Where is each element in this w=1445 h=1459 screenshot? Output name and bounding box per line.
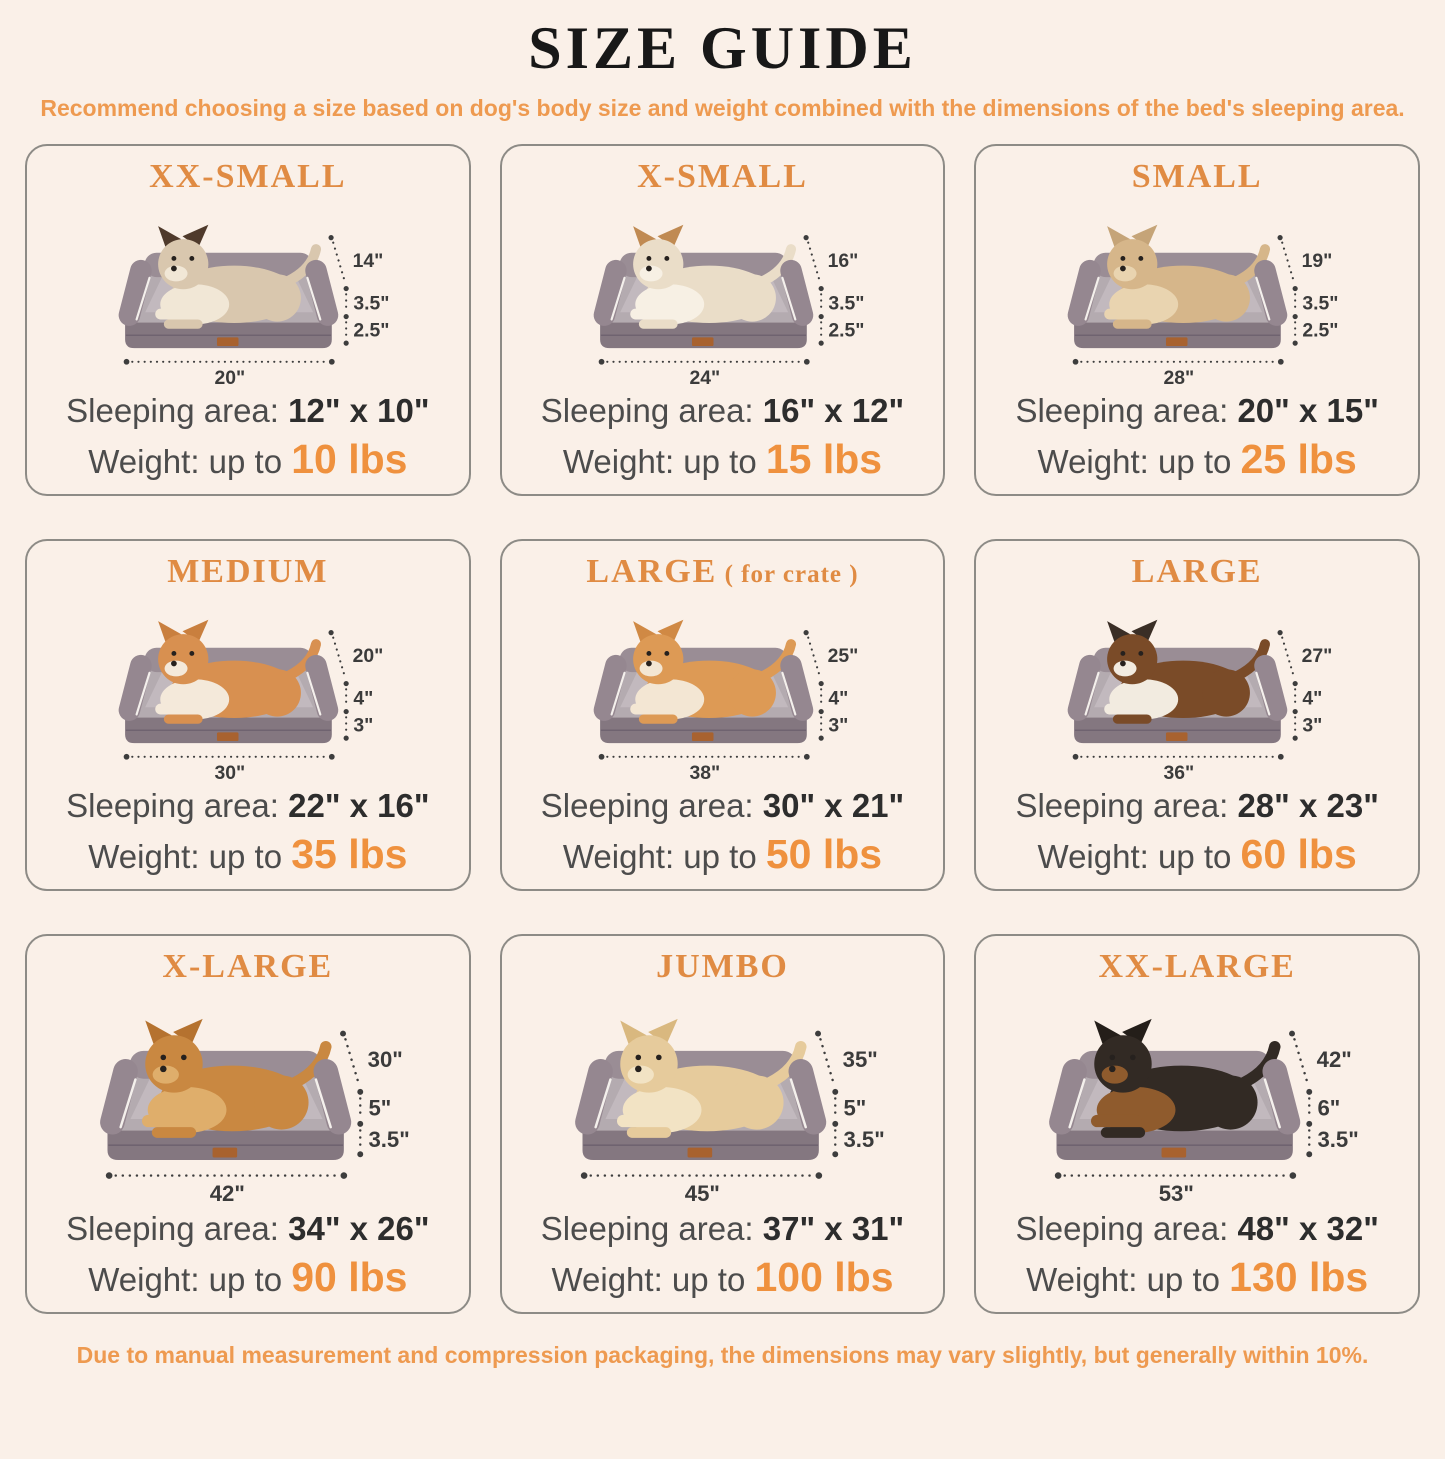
weight-value: 90 lbs (291, 1253, 408, 1300)
size-name: LARGE (1131, 553, 1263, 590)
sleeping-area-value: 37" x 31" (762, 1210, 905, 1248)
sleeping-area-line (1015, 1209, 1378, 1249)
width-dimension-label: 24" (689, 367, 720, 390)
weight-line (1038, 435, 1357, 484)
bolster-height-dimension-label: 4" (1302, 687, 1323, 710)
annotated-bed-diagram (33, 196, 463, 391)
sleeping-area-line (1015, 786, 1378, 826)
bed-figure (33, 196, 463, 391)
size-card-title (149, 158, 346, 196)
weight-line (88, 830, 407, 879)
size-name: X-LARGE (162, 948, 334, 985)
size-card (25, 934, 471, 1314)
weight-line (563, 435, 882, 484)
weight-value: 25 lbs (1240, 435, 1357, 482)
width-dimension-label: 38" (689, 762, 720, 785)
dog-illustration (630, 620, 791, 724)
size-name: XX-LARGE (1098, 948, 1296, 985)
page-header (0, 14, 1445, 122)
base-height-dimension-label: 3.5" (368, 1126, 410, 1152)
bed-figure (982, 591, 1412, 786)
bed-figure (982, 196, 1412, 391)
weight-label: Weight: up to (1037, 837, 1232, 875)
annotated-bed-diagram (982, 986, 1412, 1209)
weight-label: Weight: up to (1037, 442, 1232, 480)
bolster-height-dimension-label: 4" (827, 687, 848, 710)
sleeping-area-label: Sleeping area: (1015, 392, 1229, 430)
size-name: MEDIUM (167, 553, 329, 590)
brand-tag (687, 1148, 712, 1158)
height-dimension-label: 35" (842, 1047, 878, 1073)
dog-illustration (1105, 225, 1266, 329)
brand-tag (1166, 337, 1188, 346)
base-height-dimension-label: 3.5" (843, 1126, 885, 1152)
bed-figure (33, 986, 463, 1209)
base-height-dimension-label: 3.5" (1317, 1126, 1360, 1152)
brand-tag (692, 337, 714, 346)
weight-label: Weight: up to (562, 442, 757, 480)
size-card-title (162, 948, 333, 986)
width-dimension-label: 28" (1163, 367, 1195, 390)
dog-illustration (1105, 620, 1266, 724)
sleeping-area-line (66, 1209, 429, 1249)
size-card (25, 539, 471, 891)
weight-label: Weight: up to (88, 442, 283, 480)
base-height-dimension-label: 3" (827, 714, 848, 737)
brand-tag (217, 337, 239, 346)
dog-illustration (1091, 1019, 1275, 1138)
weight-value: 15 lbs (765, 435, 883, 482)
bolster-height-dimension-label: 4" (353, 687, 374, 710)
annotated-bed-diagram (982, 196, 1412, 391)
size-card (500, 144, 946, 496)
bed-figure (508, 986, 938, 1209)
size-card (974, 934, 1420, 1314)
size-card (500, 934, 946, 1314)
sleeping-area-label: Sleeping area: (1015, 787, 1229, 825)
base-height-dimension-label: 3" (1302, 714, 1323, 737)
sleeping-area-value: 16" x 12" (762, 392, 905, 430)
annotated-bed-diagram (33, 986, 463, 1209)
bed-figure (508, 591, 938, 786)
height-dimension-label: 30" (367, 1047, 403, 1073)
size-card-title (586, 553, 858, 591)
base-height-dimension-label: 3" (353, 714, 374, 737)
bolster-height-dimension-label: 5" (843, 1095, 866, 1121)
brand-tag (1162, 1148, 1187, 1158)
sleeping-area-value: 12" x 10" (288, 392, 430, 430)
size-card-title (637, 158, 808, 196)
weight-value: 50 lbs (765, 830, 883, 877)
bolster-height-dimension-label: 5" (368, 1095, 392, 1121)
sleeping-area-label: Sleeping area: (540, 392, 754, 430)
width-dimension-label: 45" (684, 1181, 720, 1207)
width-dimension-label: 53" (1159, 1181, 1195, 1207)
sleeping-area-line (541, 786, 904, 826)
dog-illustration (155, 225, 316, 329)
dog-illustration (142, 1019, 326, 1138)
width-dimension-label: 42" (209, 1181, 245, 1207)
annotated-bed-diagram (508, 591, 938, 786)
sleeping-area-value: 34" x 26" (288, 1210, 430, 1248)
size-name-suffix: ( for crate ) (717, 561, 859, 588)
annotated-bed-diagram (508, 986, 938, 1209)
size-card-title (1132, 158, 1263, 196)
bed-figure (982, 986, 1412, 1209)
sleeping-area-label: Sleeping area: (66, 787, 279, 825)
annotated-bed-diagram (508, 196, 938, 391)
width-dimension-label: 30" (214, 762, 246, 785)
page-subtitle: Recommend choosing a size based on dog's body size and weight combined with the dimensions of the bed's sleeping area. (40, 95, 1405, 121)
height-dimension-label: 14" (352, 250, 384, 273)
sleeping-area-line (541, 1209, 904, 1249)
dog-illustration (630, 225, 791, 329)
brand-tag (1166, 732, 1188, 741)
sleeping-area-label: Sleeping area: (66, 1210, 279, 1248)
weight-line (88, 435, 407, 484)
sleeping-area-value: 48" x 32" (1237, 1210, 1379, 1248)
size-name: JUMBO (656, 948, 789, 985)
sleeping-area-value: 22" x 16" (288, 787, 430, 825)
weight-label: Weight: up to (562, 837, 757, 875)
sleeping-area-line (541, 391, 904, 431)
weight-label: Weight: up to (88, 837, 283, 875)
size-card-title (1132, 553, 1263, 591)
annotated-bed-diagram (33, 591, 463, 786)
sleeping-area-value: 20" x 15" (1237, 392, 1379, 430)
weight-line (1038, 830, 1357, 879)
base-height-dimension-label: 2.5" (353, 319, 390, 342)
bolster-height-dimension-label: 3.5" (1302, 292, 1339, 315)
sleeping-area-value: 28" x 23" (1237, 787, 1379, 825)
size-card (974, 539, 1420, 891)
page-title: SIZE GUIDE (528, 15, 917, 81)
weight-label: Weight: up to (88, 1260, 283, 1298)
sleeping-area-value: 30" x 21" (762, 787, 905, 825)
size-card-title (656, 948, 789, 986)
weight-line (88, 1253, 407, 1302)
sleeping-area-line (66, 786, 429, 826)
size-card-title (167, 553, 328, 591)
height-dimension-label: 20" (352, 645, 384, 668)
weight-line (1026, 1253, 1368, 1302)
height-dimension-label: 19" (1301, 250, 1333, 273)
bolster-height-dimension-label: 3.5" (353, 292, 390, 315)
brand-tag (692, 732, 714, 741)
bed-figure (33, 591, 463, 786)
size-card (974, 144, 1420, 496)
brand-tag (217, 732, 239, 741)
sleeping-area-label: Sleeping area: (540, 1210, 754, 1248)
weight-value: 100 lbs (754, 1253, 894, 1300)
size-name: LARGE (586, 553, 718, 590)
weight-value: 60 lbs (1240, 830, 1357, 877)
size-name: XX-SMALL (149, 158, 347, 195)
dog-illustration (155, 620, 316, 724)
sleeping-area-line (1015, 391, 1378, 431)
size-grid (0, 144, 1445, 1314)
weight-value: 35 lbs (291, 830, 408, 877)
sleeping-area-label: Sleeping area: (540, 787, 754, 825)
weight-value: 130 lbs (1229, 1253, 1369, 1300)
dog-illustration (617, 1019, 801, 1138)
brand-tag (213, 1148, 238, 1158)
sleeping-area-label: Sleeping area: (66, 392, 279, 430)
bed-figure (508, 196, 938, 391)
weight-line (563, 830, 882, 879)
size-name: SMALL (1131, 158, 1263, 195)
height-dimension-label: 25" (827, 645, 858, 668)
sleeping-area-label: Sleeping area: (1015, 1210, 1229, 1248)
weight-label: Weight: up to (1026, 1260, 1220, 1298)
size-card (25, 144, 471, 496)
width-dimension-label: 20" (214, 367, 246, 390)
base-height-dimension-label: 2.5" (1302, 319, 1339, 342)
size-card-title (1098, 948, 1295, 986)
page-footer: Due to manual measurement and compression packaging, the dimensions may vary slightly, but generally within 10%. (76, 1342, 1369, 1368)
height-dimension-label: 27" (1301, 645, 1333, 668)
bolster-height-dimension-label: 3.5" (827, 292, 865, 315)
size-name: X-SMALL (637, 158, 808, 195)
height-dimension-label: 42" (1316, 1047, 1353, 1073)
width-dimension-label: 36" (1163, 762, 1195, 785)
weight-label: Weight: up to (551, 1260, 746, 1298)
annotated-bed-diagram (982, 591, 1412, 786)
bolster-height-dimension-label: 6" (1317, 1095, 1341, 1121)
size-card (500, 539, 946, 891)
base-height-dimension-label: 2.5" (827, 319, 865, 342)
weight-value: 10 lbs (291, 435, 408, 482)
sleeping-area-line (66, 391, 429, 431)
weight-line (551, 1253, 893, 1302)
height-dimension-label: 16" (827, 250, 858, 273)
